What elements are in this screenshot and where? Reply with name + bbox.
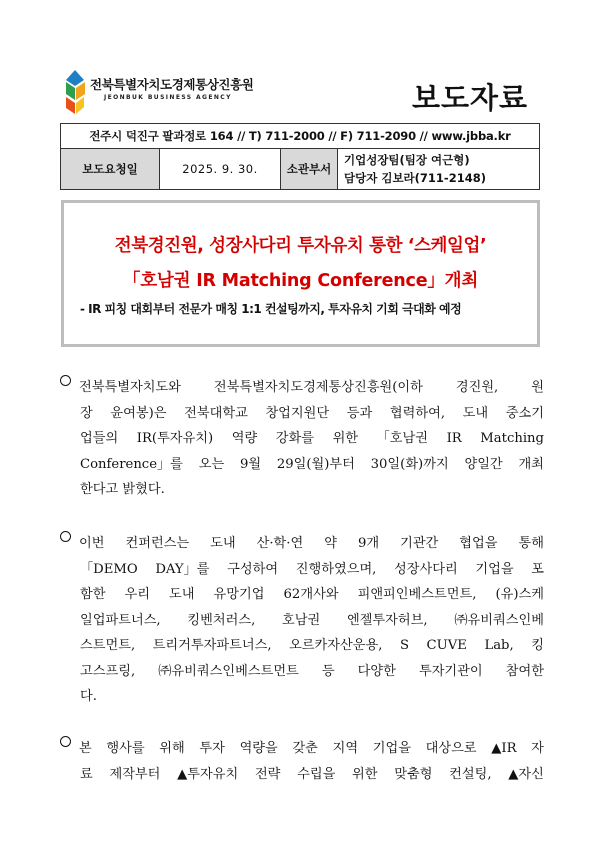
paragraph-line: 고스프링, ㈜유비쿼스인베스트먼트 등 다양한 투자기관이 참여한 <box>80 663 544 679</box>
agency-logo <box>62 70 262 114</box>
dept-team: 기업성장팀(팀장 여근형) <box>344 153 470 167</box>
dept-info <box>338 149 540 190</box>
bullet-circle-icon <box>60 375 71 386</box>
paragraph-line: 일업파트너스, 킹벤처러스, 호남권 엔젤투자허브, ㈜유비쿼스인베 <box>80 612 544 628</box>
paragraph-line: 업들의 IR(투자유치) 역량 강화를 위한 「호남권 IR Matching <box>80 431 544 446</box>
paragraph-line: 「DEMO DAY」를 구성하여 진행하였으며, 성장사다리 기업을 포 <box>80 561 544 577</box>
paragraph-line: 함한 우리 도내 유망기업 62개사와 피앤피인베스트먼트, (유)스케 <box>80 587 544 602</box>
press-release-title: 보도자료 <box>411 81 528 115</box>
paragraph-line <box>60 736 544 762</box>
line-text: 본 행사를 위해 투자 역량을 갖춘 지역 기업을 대상으로 ▲IR 자 <box>79 741 544 756</box>
bullet-circle-icon <box>60 736 71 747</box>
paragraph-line: 장 윤여봉)은 전북대학교 창업지원단 등과 협력하여, 도내 중소기 <box>80 405 544 421</box>
paragraph-line: 료 제작부터 ▲투자유치 전략 수립을 위한 맞춤형 컨설팅, ▲자신 <box>80 766 544 782</box>
paragraph-3 <box>60 736 544 787</box>
bullet-circle-icon <box>60 531 71 542</box>
request-date: 2025. 9. 30. <box>160 149 281 190</box>
dept-contact: 담당자 김보라(711-2148) <box>344 171 486 185</box>
headline-box <box>61 200 540 347</box>
line-text: 이번 컨퍼런스는 도내 산·학·연 약 9개 기관간 협업을 통해 <box>79 536 544 551</box>
paragraph-line <box>60 531 544 557</box>
paragraph-line: 한다고 밝혔다. <box>80 482 165 497</box>
paragraph-line <box>60 375 544 401</box>
info-table <box>60 123 540 190</box>
headline-title-line2: 「호남권 IR Matching Conference」개최 <box>122 271 479 291</box>
paragraph-1 <box>60 375 544 503</box>
paragraph-line: 다. <box>80 689 97 704</box>
paragraph-line: Conference」를 오는 9월 29일(월)부터 30일(화)까지 양일간 개최 <box>80 456 544 472</box>
agency-logo-icon <box>62 70 88 114</box>
request-date-label: 보도요청일 <box>61 149 160 190</box>
org-name: 전북특별자치도경제통상진흥원 <box>90 77 254 92</box>
contact-address: 전주시 덕진구 팔과정로 164 // T) 711-2000 // F) 711-2090 // www.jbba.kr <box>61 124 540 149</box>
dept-label: 소관부서 <box>281 149 338 190</box>
headline-title-line1: 전북경진원, 성장사다리 투자유치 통한 ‘스케일업’ <box>114 236 487 256</box>
headline-subtitle: - IR 피칭 대회부터 전문가 매칭 1:1 컨설팅까지, 투자유치 기회 극대화 예정 <box>80 302 462 316</box>
org-name-en: JEONBUK BUSINESS AGENCY <box>104 94 232 101</box>
line-text: 전북특별자치도와 전북특별자치도경제통상진흥원(이하 경진원, 원 <box>79 380 544 395</box>
paragraph-line: 스트먼트, 트리거투자파트너스, 오르카자산운용, S CUVE Lab, 킹 <box>80 638 544 653</box>
paragraph-2 <box>60 531 544 710</box>
